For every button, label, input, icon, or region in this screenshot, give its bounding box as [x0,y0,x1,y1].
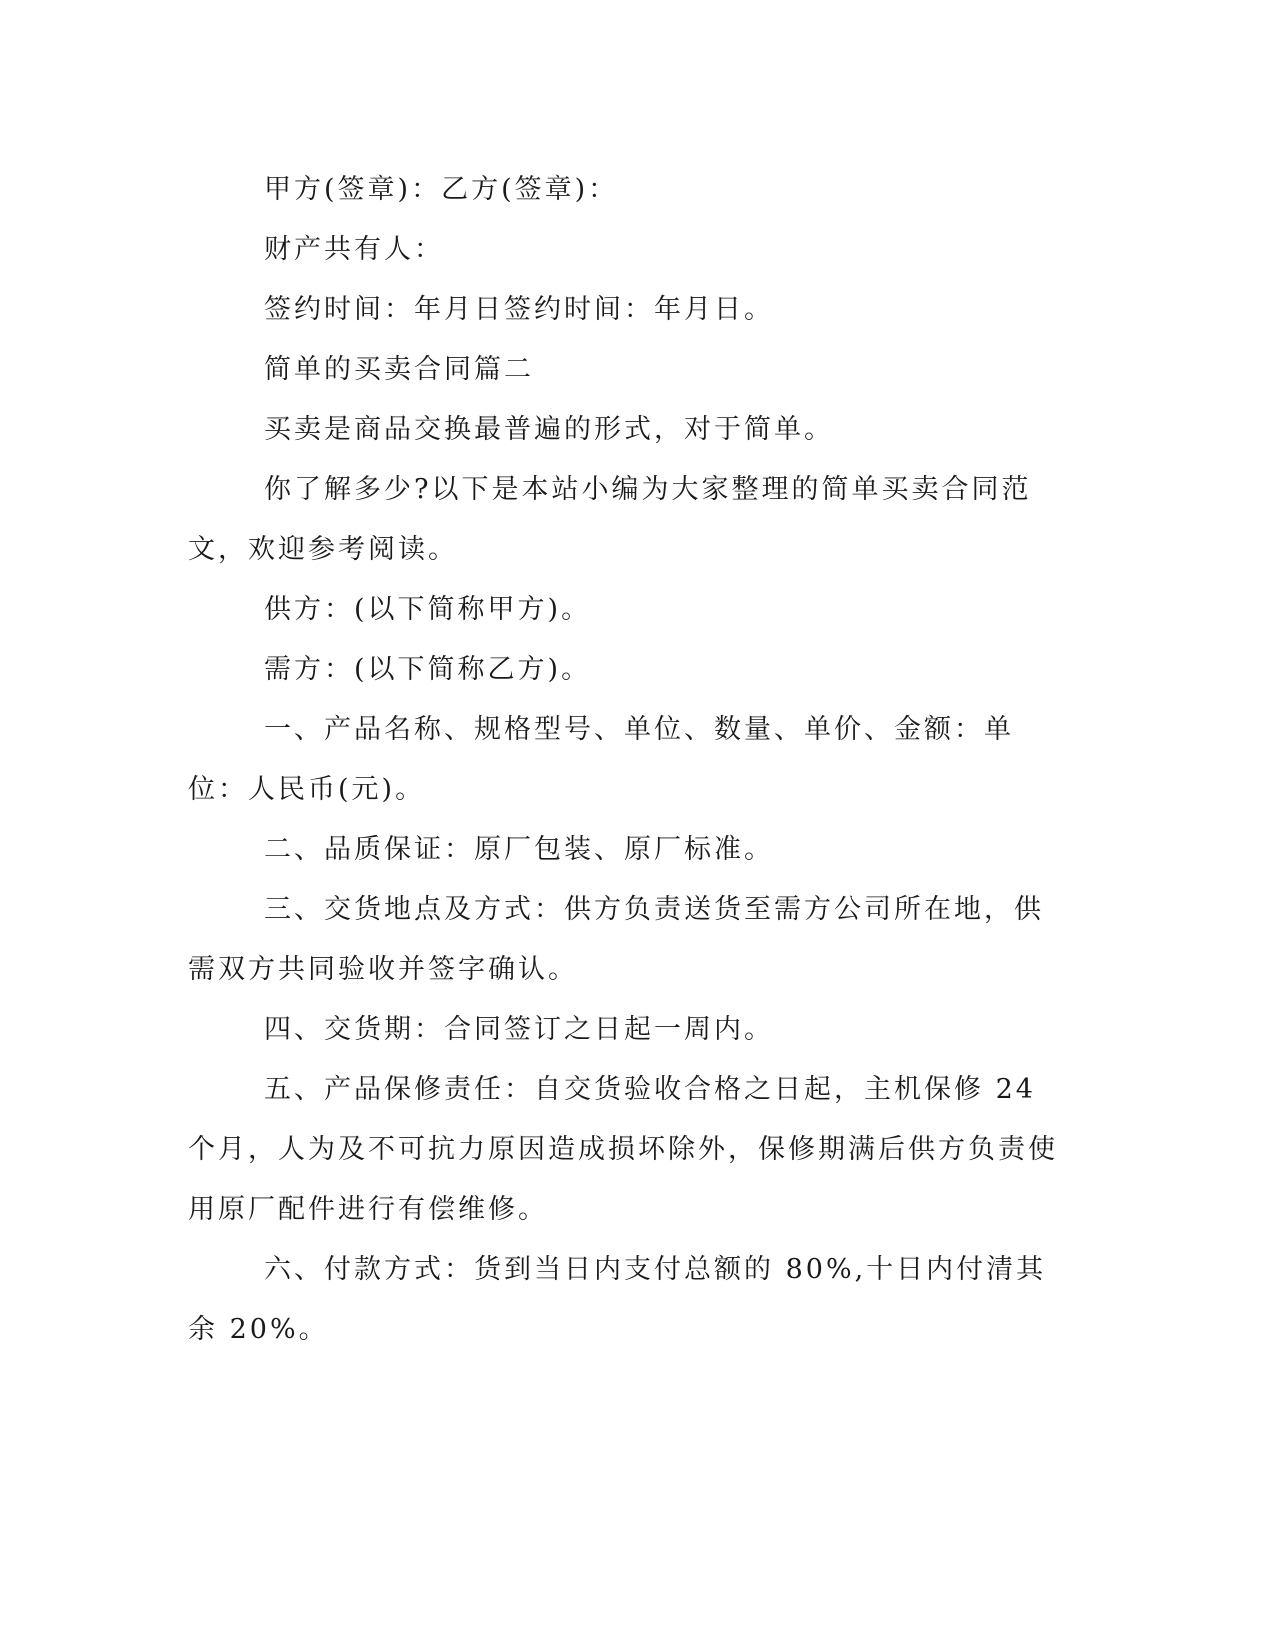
clause-1: 一、产品名称、规格型号、单位、数量、单价、金额：单位：人民币(元)。 [188,714,1014,805]
clause-6: 六、付款方式：货到当日内支付总额的 80%,十日内付清其余 20%。 [188,1254,1047,1345]
document-body [188,160,1068,1360]
clause-2: 二、品质保证：原厂包装、原厂标准。 [264,834,774,865]
buyer-line: 需方：(以下简称乙方)。 [264,654,592,685]
signature-line-parties: 甲方(签章)：乙方(签章)： [264,174,619,205]
section-heading: 简单的买卖合同篇二 [264,354,534,385]
clause-5: 五、产品保修责任：自交货验收合格之日起，主机保修 24 个月，人为及不可抗力原因造成损坏除外，保修期满后供方负责使用原厂配件进行有偿维修。 [188,1074,1058,1225]
signing-date-line: 签约时间：年月日签约时间：年月日。 [264,294,774,325]
supplier-line: 供方：(以下简称甲方)。 [264,594,592,625]
co-owner-line: 财产共有人： [264,234,444,265]
clause-4: 四、交货期：合同签订之日起一周内。 [264,1014,774,1045]
intro-paragraph: 买卖是商品交换最普遍的形式，对于简单。 [264,414,834,445]
intro-paragraph-2: 你了解多少?以下是本站小编为大家整理的简单买卖合同范文，欢迎参考阅读。 [188,474,1032,565]
clause-3: 三、交货地点及方式：供方负责送货至需方公司所在地，供需双方共同验收并签字确认。 [188,894,1044,985]
